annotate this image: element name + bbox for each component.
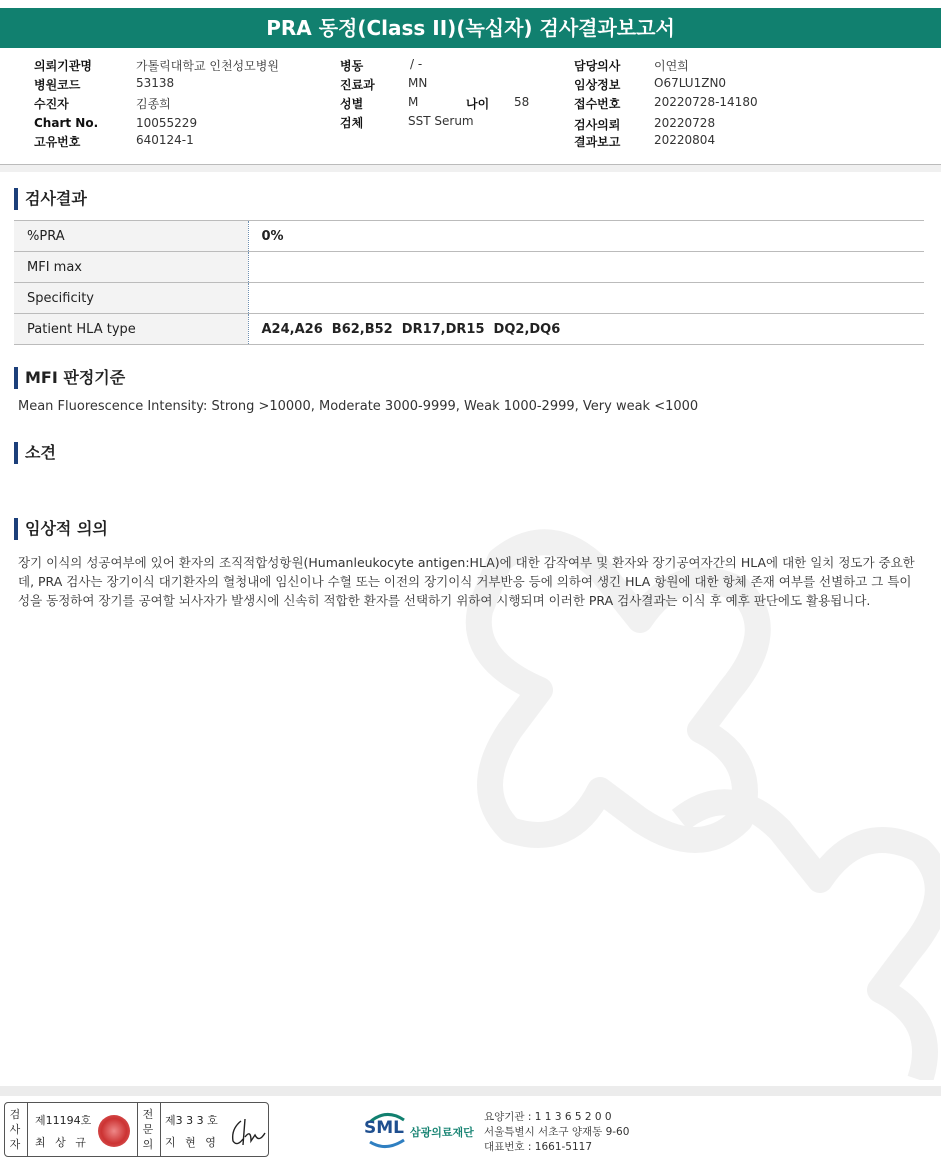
address: 서울특별시 서초구 양재동 9-60: [484, 1126, 630, 1138]
seal-icon: [98, 1115, 130, 1147]
sex-label: 성별: [340, 97, 364, 111]
specimen-value: SST Serum: [408, 114, 474, 128]
age-label: 나이: [466, 97, 490, 111]
table-row: [14, 283, 924, 314]
footer-band: [0, 1086, 941, 1096]
patient-info: [0, 56, 941, 164]
table-row: [14, 221, 924, 252]
tester-label: 검 사 자: [9, 1108, 21, 1151]
institution-value: 가톨릭대학교 인천성모병원: [136, 59, 279, 73]
result-key: Patient HLA type: [14, 314, 248, 345]
results-table: [14, 220, 924, 345]
report-date-label: 결과보고: [574, 135, 621, 149]
specialist-label: 전 문 의: [142, 1108, 154, 1151]
doctor-label: 담당의사: [574, 59, 621, 73]
result-value: [248, 283, 924, 314]
institution-label: 의뢰기관명: [34, 59, 92, 73]
specialist-name: 지 현 영: [165, 1136, 219, 1149]
mfi-section-title: MFI 판정기준: [14, 367, 125, 389]
org-name: 삼광의료재단: [410, 1126, 474, 1139]
result-value: A24,A26 B62,B52 DR17,DR15 DQ2,DQ6: [248, 314, 924, 345]
clinical-section-title: 임상적 의의: [14, 518, 108, 540]
sml-logo-text: SML: [364, 1118, 404, 1138]
clinical-info-value: O67LU1ZN0: [654, 76, 727, 90]
chart-no-label: Chart No.: [34, 116, 99, 130]
info-band: [0, 165, 941, 172]
clinical-info-label: 임상정보: [574, 78, 621, 92]
dept-label: 진료과: [340, 78, 375, 92]
result-key: %PRA: [14, 221, 248, 252]
tester-no: 제11194호: [35, 1114, 92, 1127]
result-value: 0%: [248, 221, 924, 252]
results-section-title: 검사결과: [14, 188, 87, 210]
org-address: [484, 1110, 629, 1155]
result-key: Specificity: [14, 283, 248, 314]
tester-name: 최 상 규: [35, 1136, 89, 1149]
mfi-criteria-text: Mean Fluorescence Intensity: Strong >10000, Moderate 3000-9999, Weak 1000-2999, Very weak <1000: [18, 399, 699, 414]
phone: 대표번호 : 1661-5117: [484, 1141, 593, 1153]
specialist-no: 제3 3 3 호: [165, 1114, 218, 1127]
report-title: PRA 동정(Class II)(녹십자) 검사결과보고서: [0, 8, 941, 48]
unique-no-value: 640124-1: [136, 133, 194, 147]
signature-box: [4, 1102, 269, 1157]
receipt-no-label: 접수번호: [574, 97, 621, 111]
receipt-no-value: 20220728-14180: [654, 95, 758, 109]
care-number: 요양기관 : 1 1 3 6 5 2 0 0: [484, 1111, 612, 1123]
table-row: [14, 314, 924, 345]
hospital-code-value: 53138: [136, 76, 175, 90]
result-value: [248, 252, 924, 283]
unique-no-label: 고유번호: [34, 135, 81, 149]
request-date-label: 검사의뢰: [574, 118, 621, 132]
clinical-significance-text: 장기 이식의 성공여부에 있어 환자의 조직적합성항원(Humanleukocyte antigen:HLA)에 대한 감작여부 및 환자와 장기공여자간의 HLA에 대한 일치 정도가 중요한데, PRA 검사는 장기이식 대기환자의 혈청내에 임신이나 수혈 또는 이전의 장기이식 거부반응 등에 의하여 생긴 HLA 항원에 대한 항체 존재 여부를 선별하고 그 특이성을 동정하여 장기를 공여할 뇌사자가 발생시에 신속히 적합한 환자를 선택하기 위하여 시행되며 이러한 PRA 검사결과는 이식 후 예후 판단에도 활용됩니다.: [18, 555, 915, 608]
patient-value: 김종희: [136, 97, 171, 111]
hospital-code-label: 병원코드: [34, 78, 81, 92]
report-date-value: 20220804: [654, 133, 716, 147]
signature-icon: [227, 1115, 267, 1149]
table-row: [14, 252, 924, 283]
patient-label: 수진자: [34, 97, 69, 111]
result-key: MFI max: [14, 252, 248, 283]
chart-no-value: 10055229: [136, 116, 198, 130]
specimen-label: 검체: [340, 116, 364, 130]
ward-label: 병동: [340, 59, 364, 73]
sex-value: M: [408, 95, 419, 109]
doctor-value: 이연희: [654, 59, 689, 73]
age-value: 58: [514, 95, 530, 109]
request-date-value: 20220728: [654, 116, 716, 130]
dept-value: MN: [408, 76, 428, 90]
opinion-section-title: 소견: [14, 442, 56, 464]
ward-value: / -: [410, 57, 423, 71]
